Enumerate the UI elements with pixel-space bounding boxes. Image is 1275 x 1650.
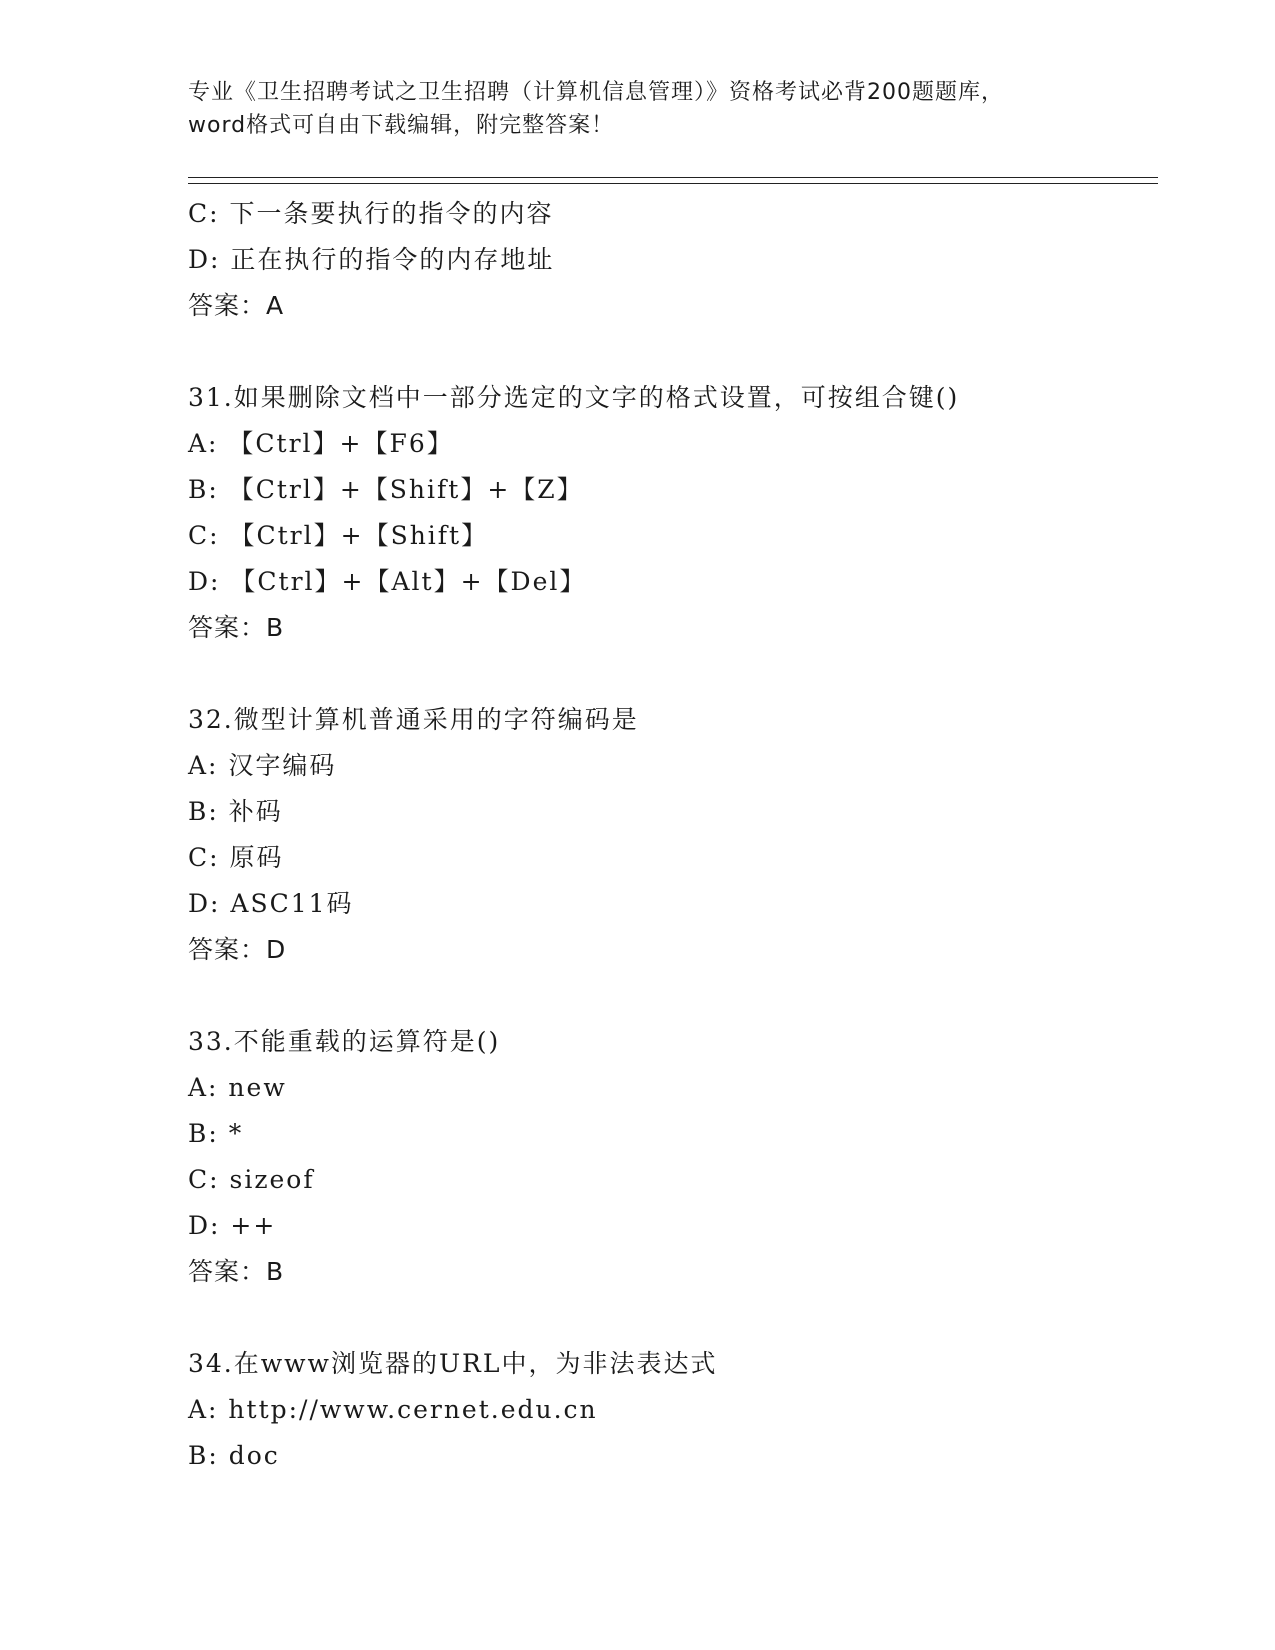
option-b: B: *	[188, 1119, 244, 1148]
spacer	[188, 1295, 1188, 1341]
option-d: D: ASC11码	[188, 889, 354, 918]
spacer	[188, 651, 1188, 697]
option-d: D: 正在执行的指令的内存地址	[188, 245, 555, 274]
option-d: D: ++	[188, 1211, 277, 1240]
spacer	[188, 329, 1188, 375]
option-c: C: 【Ctrl】+【Shift】	[188, 521, 489, 550]
option-b: B: doc	[188, 1441, 280, 1470]
option-c: C: sizeof	[188, 1165, 315, 1194]
option-a: A: 【Ctrl】+【F6】	[188, 429, 454, 458]
option-d: D: 【Ctrl】+【Alt】+【Del】	[188, 567, 587, 596]
spacer	[188, 973, 1188, 1019]
question-text: 33.不能重载的运算符是()	[188, 1027, 501, 1056]
answer-line: 答案：B	[188, 1257, 285, 1286]
option-c: C: 下一条要执行的指令的内容	[188, 199, 554, 228]
option-b: B: 补码	[188, 797, 283, 826]
header-title-line-1: 专业《卫生招聘考试之卫生招聘（计算机信息管理）》资格考试必背200题题库，	[188, 80, 1004, 105]
question-33	[188, 1019, 1188, 1295]
question-30-tail	[188, 191, 1188, 329]
question-list	[188, 191, 1188, 1479]
option-b: B: 【Ctrl】+【Shift】+【Z】	[188, 475, 584, 504]
question-text: 31.如果删除文档中一部分选定的文字的格式设置，可按组合键()	[188, 383, 960, 412]
option-a: A: 汉字编码	[188, 751, 337, 780]
answer-line: 答案：A	[188, 291, 285, 320]
header-divider-top	[188, 177, 1158, 178]
option-c: C: 原码	[188, 843, 284, 872]
header-divider-bottom	[188, 183, 1158, 184]
answer-line: 答案：B	[188, 613, 285, 642]
option-a: A: new	[188, 1073, 287, 1102]
document-header	[188, 76, 1088, 142]
header-title-line-2: word格式可自由下载编辑，附完整答案！	[188, 113, 615, 138]
question-text: 34.在www浏览器的URL中，为非法表达式	[188, 1349, 718, 1378]
question-32	[188, 697, 1188, 973]
option-a: A: http://www.cernet.edu.cn	[188, 1395, 598, 1424]
question-34	[188, 1341, 1188, 1479]
question-31	[188, 375, 1188, 651]
question-text: 32.微型计算机普通采用的字符编码是	[188, 705, 639, 734]
answer-line: 答案：D	[188, 935, 287, 964]
